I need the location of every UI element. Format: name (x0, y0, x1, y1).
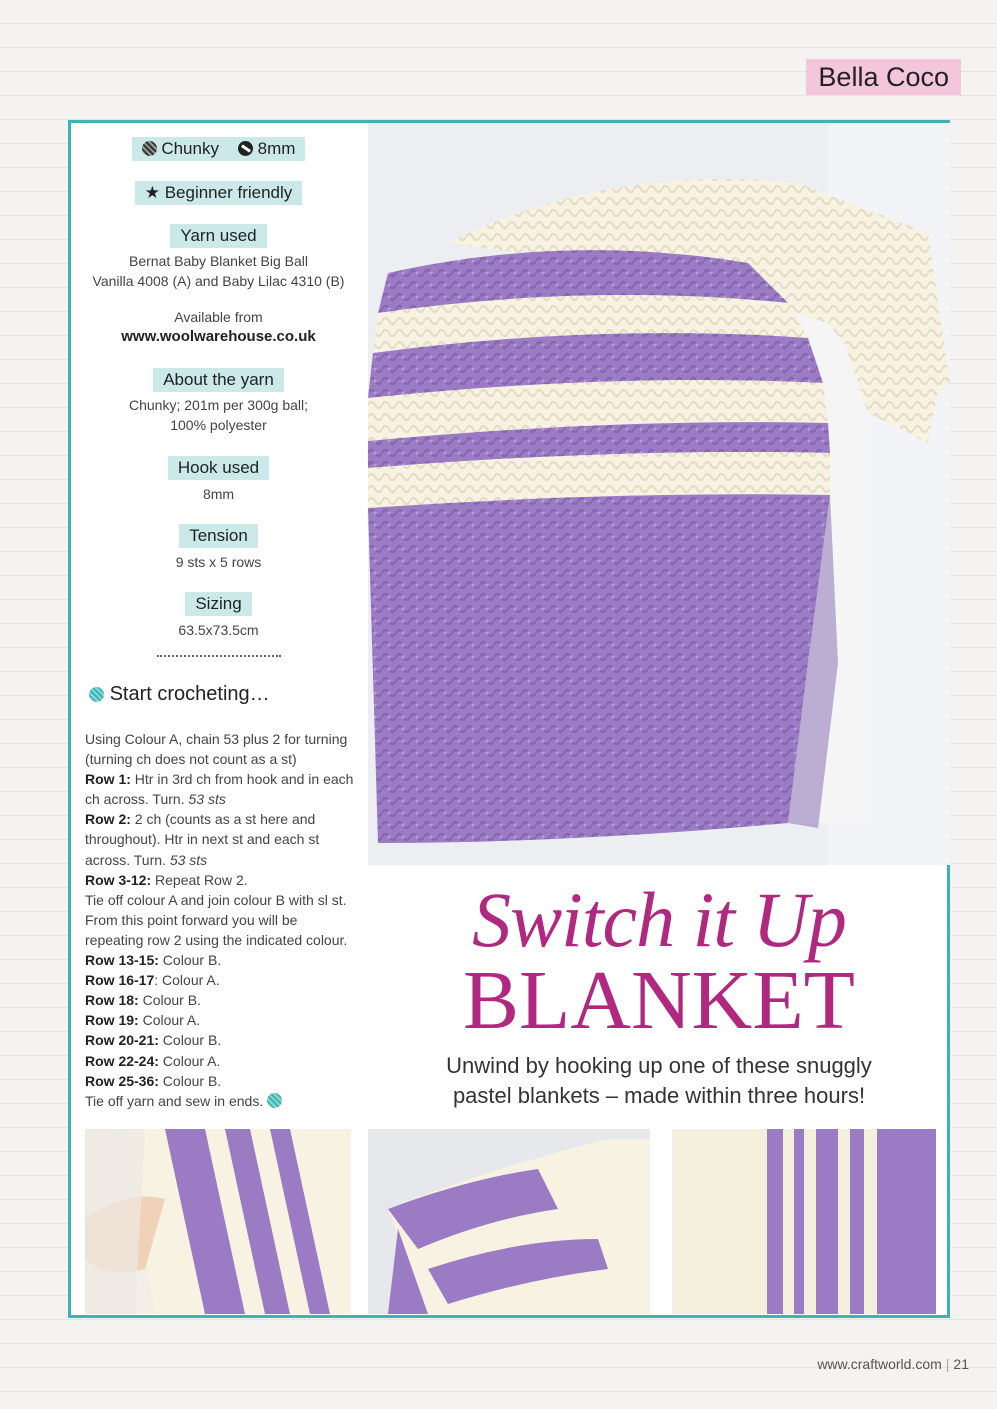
row-label: Row 13-15: (85, 952, 159, 969)
tension-value: 9 sts x 5 rows (175, 554, 262, 570)
final-text: Tie off yarn and sew in ends. (85, 1092, 264, 1109)
weight-tag (132, 137, 306, 161)
start-heading-label: Start crocheting… (109, 683, 270, 705)
pattern-row-list-item (85, 970, 355, 990)
yarn-ball-icon (142, 141, 157, 156)
title-script: Switch it Up (472, 876, 846, 963)
thumbnail-photo-3 (672, 1129, 936, 1314)
row-text: Colour B. (138, 992, 201, 1009)
hook-used-section (71, 456, 366, 504)
weight-label: Chunky (161, 139, 219, 158)
footer-separator: | (945, 1356, 950, 1372)
standfirst-line-2: pastel blankets – made within three hours! (452, 1083, 866, 1108)
stitch-count: 53 sts (188, 791, 226, 808)
hook-size-label: 8mm (257, 139, 296, 158)
row-text: 2 ch (counts as a st here and throughout). Htr in next st and each st across. Turn. (85, 811, 320, 868)
row-text: Colour B. (158, 1072, 222, 1089)
yarn-line-1: Bernat Baby Blanket Big Ball (129, 253, 308, 269)
pattern-row-3 (85, 870, 355, 890)
row-text: Repeat Row 2. (151, 871, 248, 888)
pattern-row-2 (85, 809, 355, 869)
pattern-row-1 (85, 769, 355, 809)
row-label: Row 18: (85, 992, 139, 1009)
row-label: Row 1: (85, 771, 131, 788)
pattern-row-list-item (85, 1010, 355, 1030)
main-blanket-photo (368, 123, 950, 865)
pattern-intro: Using Colour A, chain 53 plus 2 for turning (turning ch does not count as a st) (85, 731, 348, 768)
row-text: Colour B. (158, 1032, 222, 1049)
footer-url[interactable]: www.craftworld.com (817, 1356, 942, 1372)
thumbnail-photo-2 (368, 1129, 650, 1314)
pattern-final (85, 1091, 355, 1111)
thumbnail-3-illustration (672, 1129, 936, 1314)
pattern-tieoff: Tie off colour A and join colour B with sl st. From this point forward you will be repeating row 2 using the indicated colour. (85, 891, 348, 948)
hook-used-heading: Hook used (168, 456, 269, 480)
specs-row (71, 137, 366, 161)
page-number: 21 (953, 1356, 969, 1372)
thumbnail-1-illustration (85, 1129, 351, 1314)
standfirst (368, 1051, 950, 1111)
level-tag (135, 181, 303, 205)
about-yarn-heading: About the yarn (153, 368, 284, 392)
sizing-value: 63.5x73.5cm (178, 622, 259, 638)
sizing-section (71, 592, 366, 640)
row-label: Row 2: (85, 811, 131, 828)
sizing-heading: Sizing (185, 592, 251, 616)
page-footer (817, 1356, 969, 1372)
row-text: Colour A. (158, 1052, 221, 1069)
pattern-row-list-item (85, 990, 355, 1010)
row-label: Row 20-21: (85, 1032, 159, 1049)
yarn-ball-icon (89, 687, 104, 702)
thumbnail-2-illustration (368, 1129, 650, 1314)
pattern-row-list-item (85, 950, 355, 970)
about-line-1: Chunky; 201m per 300g ball; (129, 397, 308, 413)
level-row (71, 181, 366, 205)
standfirst-line-1: Unwind by hooking up one of these snuggly (446, 1053, 872, 1078)
start-heading (89, 683, 270, 706)
row-label: Row 25-36: (85, 1072, 159, 1089)
star-icon: ★ (144, 183, 160, 202)
row-label: Row 22-24: (85, 1052, 159, 1069)
stitch-count: 53 sts (169, 851, 208, 868)
yarn-ball-end-icon (267, 1093, 282, 1108)
row-text: Htr in 3rd ch from hook and in each ch across. Turn. (85, 771, 354, 808)
available-label: Available from (174, 309, 263, 325)
level-label: Beginner friendly (164, 183, 293, 202)
tension-heading: Tension (179, 524, 258, 548)
row-text: : Colour A. (154, 972, 220, 989)
main-photo-illustration (368, 123, 950, 865)
pattern-instructions (85, 729, 355, 1111)
pattern-row-list-item (85, 1051, 355, 1071)
about-line-2: 100% polyester (170, 417, 267, 433)
dotted-divider (157, 655, 281, 657)
stockist-link[interactable]: www.woolwarehouse.co.uk (121, 328, 316, 345)
hook-icon (238, 141, 253, 156)
yarn-line-2: Vanilla 4008 (A) and Baby Lilac 4310 (B) (92, 273, 345, 289)
article-panel (68, 120, 950, 1318)
yarn-used-heading: Yarn used (170, 224, 266, 248)
row-label: Row 19: (85, 1012, 139, 1029)
pattern-row-list-item (85, 1030, 355, 1050)
title-caps: BLANKET (463, 954, 855, 1047)
row-label: Row 16-17 (85, 972, 155, 989)
row-text: Colour B. (158, 952, 222, 969)
about-yarn-section (71, 368, 366, 435)
row-label: Row 3-12: (85, 871, 152, 888)
thumbnail-photo-1 (85, 1129, 351, 1314)
pattern-row-list-item (85, 1071, 355, 1091)
brand-label: Bella Coco (806, 59, 961, 95)
hook-used-value: 8mm (202, 486, 235, 502)
tension-section (71, 524, 366, 572)
yarn-used-section (71, 224, 366, 347)
row-text: Colour A. (138, 1012, 201, 1029)
